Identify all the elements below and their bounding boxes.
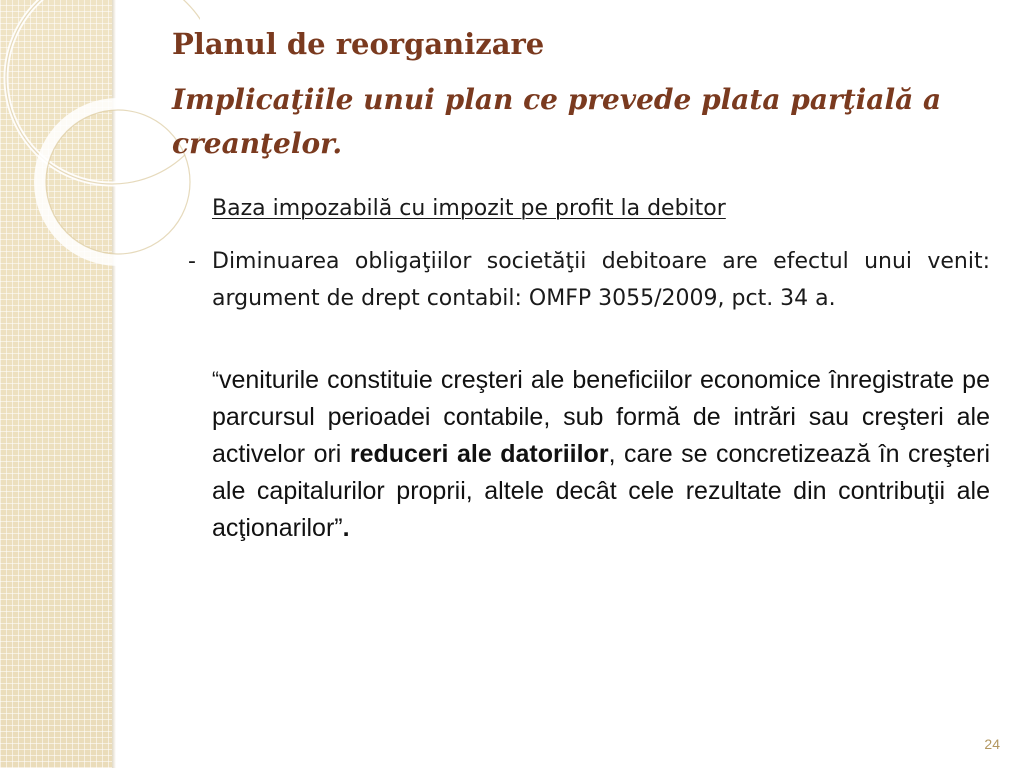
decorative-circle-large-outline xyxy=(6,0,200,184)
decorative-circles xyxy=(0,0,200,300)
slide-subtitle: Implicaţiile unui plan ce prevede plata parţială a creanţelor. xyxy=(172,83,942,160)
bullet-marker: - xyxy=(188,249,196,274)
page-number: 24 xyxy=(984,736,1000,752)
quote-text-start: veniturile constituie creşteri ale beneficiilor economice înregistrate pe parcursul perioadei contabile, sub formă de intrări sau creşteri ale activelor ori xyxy=(212,366,990,468)
slide-title: Planul de reorganizare xyxy=(172,27,545,61)
quote-bold-text: reduceri ale datoriilor xyxy=(349,440,609,468)
quote-open-mark: “ xyxy=(212,368,219,391)
bullet-text: Diminuarea obligaţiilor societăţii debitoare are efectul unui venit: argument de drept contabil: OMFP 3055/2009, pct. 34 a. xyxy=(212,249,990,311)
quote-end-mark: . xyxy=(342,514,350,542)
decorative-circle-large xyxy=(6,0,200,184)
bullet-item xyxy=(188,243,990,317)
quote-paragraph xyxy=(212,361,990,547)
quote-text-end: , care se concretizează în creşteri ale capitalurilor proprii, altele decât cele rezultate din contribuţii ale acţionarilor” xyxy=(212,440,991,542)
section-heading: Baza impozabilă cu impozit pe profit la debitor xyxy=(212,196,726,221)
